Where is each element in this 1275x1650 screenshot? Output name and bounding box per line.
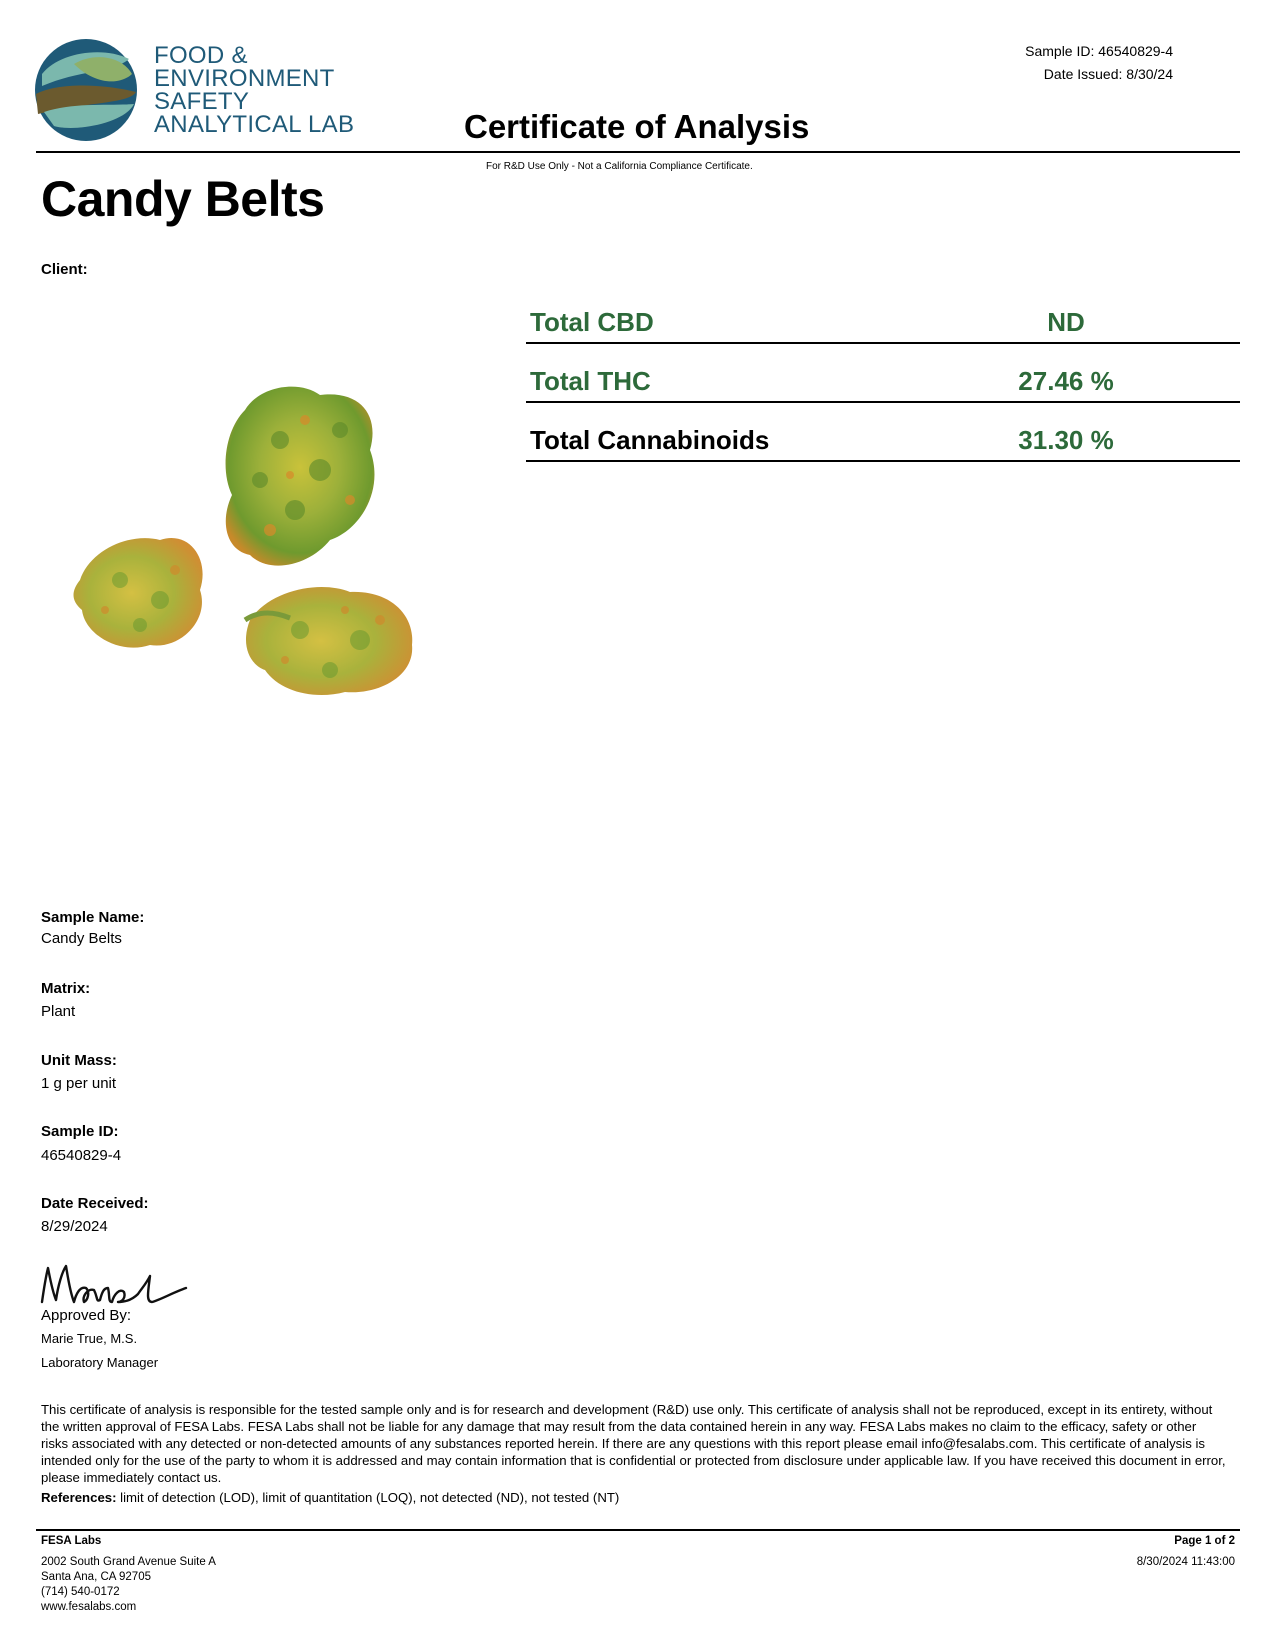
header-meta (1025, 40, 1173, 86)
certificate-title: Certificate of Analysis (464, 108, 810, 145)
header-sample-id: Sample ID: 46540829-4 (1025, 43, 1173, 59)
unit-mass-label: Unit Mass: (41, 1052, 117, 1069)
footer-page-info (1137, 1534, 1235, 1570)
references-label: References: (41, 1490, 117, 1505)
potency-value: 27.46 % (1018, 366, 1114, 396)
logo-line: SAFETY (154, 88, 250, 115)
logo-wordmark (154, 44, 354, 136)
footer-contact (41, 1534, 216, 1615)
product-title: Candy Belts (41, 171, 325, 227)
references-text: limit of detection (LOD), limit of quantitation (LOQ), not detected (ND), not tested (NT) (120, 1490, 620, 1505)
footer-address-line2: Santa Ana, CA 92705 (41, 1571, 151, 1583)
header-date-issued: Date Issued: 8/30/24 (1043, 66, 1173, 82)
approver-title: Laboratory Manager (41, 1355, 159, 1370)
sample-name-value: Candy Belts (41, 930, 122, 947)
footer-company: FESA Labs (41, 1535, 102, 1547)
date-received-label: Date Received: (41, 1195, 149, 1212)
product-photo (60, 300, 450, 730)
date-received-value: 8/29/2024 (41, 1218, 108, 1235)
sample-id-value: 46540829-4 (41, 1147, 122, 1164)
potency-label: Total Cannabinoids (530, 425, 770, 455)
signature-image (38, 1258, 188, 1308)
logo-line: ENVIRONMENT (154, 65, 335, 92)
footer-divider (36, 1529, 1240, 1531)
approver-name: Marie True, M.S. (41, 1331, 138, 1346)
potency-value: 31.30 % (1018, 425, 1114, 455)
sample-name-label: Sample Name: (41, 909, 145, 926)
potency-row-total-cbd (526, 302, 1240, 344)
potency-label: Total CBD (530, 307, 654, 337)
sample-id-label: Sample ID: (41, 1123, 119, 1140)
potency-label: Total THC (530, 366, 651, 396)
footer-timestamp: 8/30/2024 11:43:00 (1136, 1556, 1235, 1568)
potency-row-total-cannabinoids (526, 420, 1240, 462)
page-number: Page 1 of 2 (1174, 1535, 1235, 1547)
header-divider (36, 151, 1240, 153)
approved-by-label: Approved By: (41, 1307, 132, 1324)
disclaimer-text: This certificate of analysis is responsible for the tested sample only and is for research and development (R&D) use only. This certificate of analysis shall not be reproduced, except in its entirety, without the written approval of FESA Labs. FESA Labs shall not be liable for any damage that may result from the data contained herein in any way. FESA Labs makes no claim to the efficacy, safety or other risks associated with any detected or non-detected amounts of any substances reported herein. If there are any questions with this report please email info@fesalabs.com. This certificate of analysis is intended only for the use of the party to whom it is addressed and may contain information that is confidential or protected from disclosure under applicable law. If you have received this document in error, please immediately contact us. (41, 1402, 1226, 1485)
matrix-value: Plant (41, 1003, 76, 1020)
rd-use-note: For R&D Use Only - Not a California Compliance Certificate. (486, 161, 753, 172)
footer-phone: (714) 540-0172 (41, 1586, 120, 1598)
unit-mass-value: 1 g per unit (41, 1075, 117, 1092)
potency-row-total-thc (526, 361, 1240, 403)
matrix-label: Matrix: (41, 980, 91, 997)
footer-address-line1: 2002 South Grand Avenue Suite A (41, 1556, 216, 1568)
logo-line: FOOD & (154, 42, 248, 69)
footer-website: www.fesalabs.com (41, 1601, 137, 1613)
logo-line: ANALYTICAL LAB (154, 111, 355, 138)
client-label: Client: (41, 261, 88, 278)
references-line (41, 1490, 619, 1505)
potency-value: ND (1047, 307, 1085, 337)
